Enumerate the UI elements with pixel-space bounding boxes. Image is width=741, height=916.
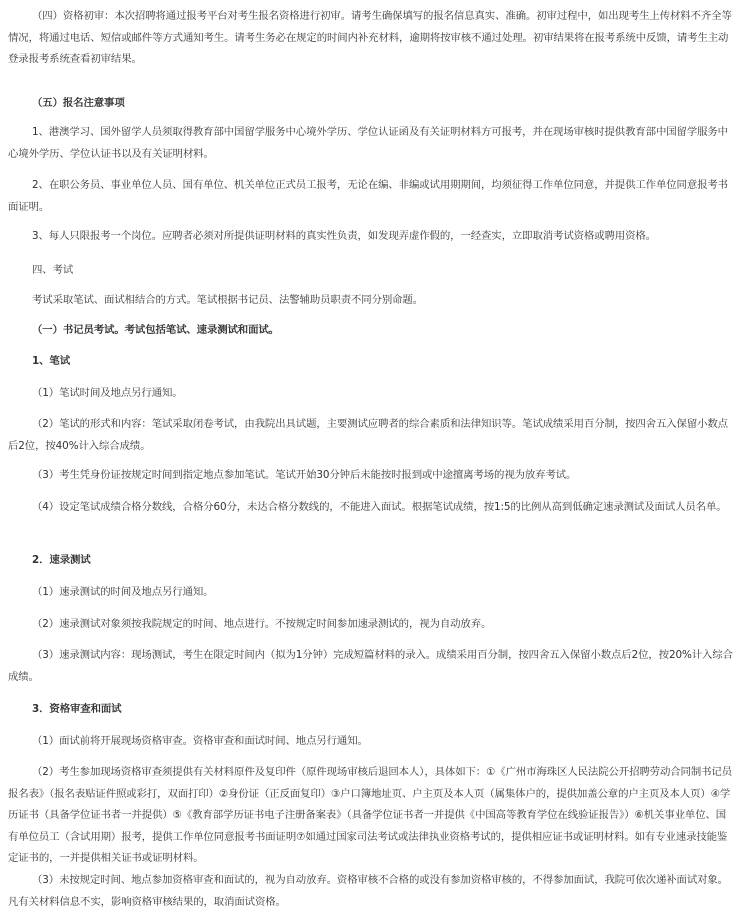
paragraph-overseas-education: 1、港澳学习、国外留学人员须取得教育部中国留学服务中心境外学历、学位认证函及有关证明材料方可报考，并在现场审核时提供教育部中国留学服务中心境外学历、学位认证书以及有关证明材料。 bbox=[8, 126, 728, 160]
paragraph-employed-applicants: 2、在职公务员、事业单位人员、国有单位、机关单位正式员工报考，无论在编、非编或试用期期间，均须征得工作单位同意，并提供工作单位同意报考书面证明。 bbox=[8, 179, 728, 213]
paragraph-passing-score: （4）设定笔试成绩合格分数线，合格分60分，未达合格分数线的，不能进入面试。根据笔试成绩，按1:5的比例从高到低确定速录测试及面试人员名单。 bbox=[32, 501, 727, 513]
heading-clerk-exam: （一）书记员考试。考试包括笔试、速录测试和面试。 bbox=[32, 324, 279, 336]
paragraph-one-position-limit: 3、每人只限报考一个岗位。应聘者必须对所提供证明材料的真实性负责，如发现弄虚作假的，一经查实，立即取消考试资格或聘用资格。 bbox=[32, 230, 656, 242]
heading-qualification-interview: 3．资格审查和面试 bbox=[32, 703, 122, 715]
paragraph-absence-policy: （3）未按规定时间、地点参加资格审查和面试的，视为自动放弃。资格审核不合格的或没有参加资格审核的，不得参加面试，我院可依次递补面试对象。凡有关材料信息不实，影响资格审核结果的，取消面试资格。 bbox=[8, 874, 728, 908]
heading-exam: 四、考试 bbox=[32, 264, 74, 276]
paragraph-qualification-review: （1）面试前将开展现场资格审查。资格审查和面试时间、地点另行通知。 bbox=[32, 735, 368, 747]
paragraph-written-attendance: （3）考生凭身份证按规定时间到指定地点参加笔试。笔试开始30分钟后未能按时报到或中途擅离考场的视为放弃考试。 bbox=[32, 469, 577, 481]
heading-registration-notes: （五）报名注意事项 bbox=[32, 97, 125, 109]
paragraph-initial-review: （四）资格初审：本次招聘将通过报考平台对考生报名资格进行初审。请考生确保填写的报名信息真实、准确。初审过程中，如出现考生上传材料不齐全等情况，将通过电话、短信或邮件等方式通知考生。请考生务必在规定的时间内补充材料，逾期将按审核不通过处理。初审结果将在报考系统中反馈，请考生主动登录报考系统查看初审结果。 bbox=[8, 10, 732, 65]
paragraph-written-time-place: （1）笔试时间及地点另行通知。 bbox=[32, 387, 183, 399]
paragraph-required-documents: （2）考生参加现场资格审查须提供有关材料原件及复印件（原件现场审核后退回本人），具体如下：①《广州市海珠区人民法院公开招聘劳动合同制书记员报名表》（报名表贴证件照或彩打，双面打印）②身份证（正反面复印）③户口簿地址页、户主页及本人页（属集体户的，提供加盖公章的户主页及本人页）④学历证书（具备学位证书者一并提供）⑤《教育部学历证书电子注册备案表》（具备学位证书者一并提供《中国高等教育学位在线验证报告》）⑥机关事业单位、国有单位员工（含试用期）报考，提供工作单位同意报考书面证明⑦如通过国家司法考试或法律执业资格考试的，提供相应证书或证明材料。如有专业速录技能鉴定证书的，一并提供相关证书或证明材料。 bbox=[8, 766, 732, 864]
heading-typing-test: 2．速录测试 bbox=[32, 554, 91, 566]
paragraph-exam-method: 考试采取笔试、面试相结合的方式。笔试根据书记员、法警辅助员职责不同分别命题。 bbox=[32, 294, 424, 306]
heading-written-test: 1、笔试 bbox=[32, 355, 71, 367]
paragraph-typing-time-place: （1）速录测试的时间及地点另行通知。 bbox=[32, 586, 214, 598]
paragraph-typing-attendance: （2）速录测试对象须按我院规定的时间、地点进行。不按规定时间参加速录测试的，视为自动放弃。 bbox=[32, 618, 492, 630]
paragraph-written-format: （2）笔试的形式和内容：笔试采取闭卷考试，由我院出具试题，主要测试应聘者的综合素质和法律知识等。笔试成绩采用百分制，按四舍五入保留小数点后2位，按40%计入综合成绩。 bbox=[8, 418, 728, 452]
paragraph-typing-content: （3）速录测试内容：现场测试，考生在限定时间内（拟为1分钟）完成短篇材料的录入。成绩采用百分制，按四舍五入保留小数点后2位，按20%计入综合成绩。 bbox=[8, 649, 733, 683]
